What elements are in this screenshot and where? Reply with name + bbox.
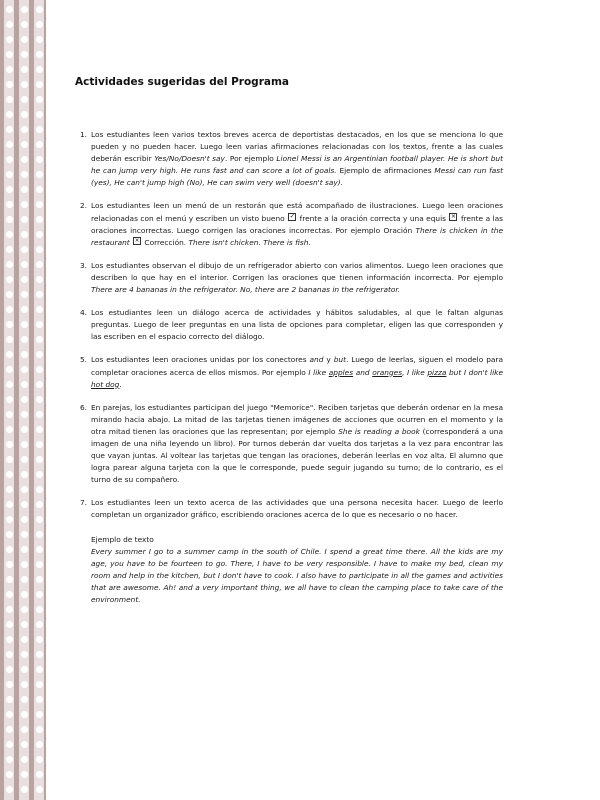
item-text: Ejemplo de afirmaciones bbox=[336, 166, 435, 176]
cross-box-icon bbox=[133, 237, 141, 245]
example-label: Ejemplo de texto bbox=[91, 534, 154, 544]
item-text: (corresponderá a una imagen de una niña leyendo un libro). Por turnos deberán dar vuelta dos tarjetas a la vez para encontrar las que vayan juntas. Al voltear las tarjetas que tengan las oraciones, deberán leerlas en voz alta. El alumno que logra parear alguna tarjeta con la que le corresponde, puede seguir jugando su turno; de lo contrario, es el turno de su compañero. bbox=[91, 426, 503, 485]
list-item bbox=[75, 402, 503, 487]
item-italic: There isn't chicken. There is fish. bbox=[188, 237, 311, 247]
list-item bbox=[75, 200, 503, 248]
item-underlined: pizza bbox=[427, 367, 447, 377]
document-body bbox=[75, 76, 503, 617]
item-italic: but bbox=[333, 355, 346, 365]
list-item bbox=[75, 497, 503, 606]
item-number: 3. bbox=[79, 260, 87, 270]
page-title: Actividades sugeridas del Programa bbox=[75, 76, 289, 88]
item-number: 7. bbox=[79, 498, 87, 508]
item-italic: There is chicken in the restaurant bbox=[91, 225, 504, 247]
item-text: . Luego de leerlas, siguen el modelo para completar oraciones acerca de ellos mismos. Por ejemplo bbox=[91, 355, 503, 377]
item-italic: She is reading a book bbox=[338, 426, 420, 436]
item-italic: , I like bbox=[402, 367, 428, 377]
check-box-icon bbox=[288, 213, 296, 221]
list-item bbox=[75, 354, 503, 390]
item-text: Los estudiantes leen oraciones unidas por los conectores bbox=[91, 355, 310, 365]
decorative-side-strip bbox=[0, 0, 46, 800]
item-text: Los estudiantes leen un texto acerca de las actividades que una persona necesita hacer. Luego de leerlo completan un organizador gráfico, escribiendo oraciones acerca de lo que es necesario o no hacer. bbox=[91, 498, 503, 520]
item-text: En parejas, los estudiantes participan del juego "Memorice". Reciben tarjetas que deberán ordenar en la mesa mirando hacia abajo. La mitad de las tarjetas tienen imágenes de acciones que ocurren en el momento y la otra mitad tienen las oraciones que las representan; por ejemplo bbox=[91, 402, 503, 436]
item-text: Los estudiantes observan el dibujo de un refrigerador abierto con varios alimentos. Luego leen oraciones que describen lo que hay en el interior. Corrigen las oraciones que tienen información incorrecta. Por ejemplo bbox=[91, 260, 503, 282]
list-item bbox=[75, 260, 503, 296]
item-italic: Lionel Messi is an Argentinian football player. He is short but he can jump very high. He runs fast and can score a lot of goals. bbox=[91, 154, 504, 176]
cross-box-icon bbox=[449, 213, 457, 221]
item-underlined: hot dog bbox=[91, 379, 120, 389]
list-item bbox=[75, 129, 503, 189]
item-number: 6. bbox=[79, 402, 87, 412]
item-italic: Yes/No/Doesn't say bbox=[154, 154, 225, 164]
item-text: y bbox=[323, 355, 334, 365]
item-text: . bbox=[119, 379, 122, 389]
item-number: 4. bbox=[79, 308, 87, 318]
list-item bbox=[75, 307, 503, 343]
item-text: . Por ejemplo bbox=[224, 154, 277, 164]
item-number: 1. bbox=[79, 130, 87, 139]
item-text: Los estudiantes leen un menú de un restorán que está acompañado de ilustraciones. Luego leen oraciones relacionadas con el menú y escriben un visto bueno bbox=[91, 201, 503, 223]
example-text: Every summer I go to a summer camp in the south of Chile. I spend a great time there. All the kids are my age, you have to be fourteen to go. There, I have to be very responsible. I have to make my bed, clean my room and help in the kitchen, but I don't have to cook. I also have to participate in all the games and activities that are awesome. Ah! and a very important thing, we all have to clean the camping place to take care of the environment. bbox=[91, 546, 503, 604]
item-text: Los estudiantes leen un diálogo acerca de actividades y hábitos saludables, al que le faltan algunas preguntas. Luego de leer preguntas en una lista de opciones para completar, eligen las que corresponden y las escriben en el espacio correcto del diálogo. bbox=[91, 308, 503, 342]
item-italic: Messi can run fast (yes), He can't jump high (No), He can swim very well (doesn't say). bbox=[91, 166, 503, 188]
item-text: frente a la oración correcta y una equis bbox=[297, 213, 449, 223]
item-italic: I like bbox=[308, 367, 329, 377]
item-italic: and bbox=[309, 355, 324, 365]
item-italic: There are 4 bananas in the refrigerator. No, there are 2 bananas in the refrigerator. bbox=[91, 285, 401, 295]
item-text: frente a las oraciones incorrectas. Luego corrigen las oraciones incorrectas. Por ejemplo Oración bbox=[91, 213, 503, 235]
item-text: Los estudiantes leen varios textos breves acerca de deportistas destacados, en los que se menciona lo que pueden y no pueden hacer. Luego leen varias afirmaciones relacionadas con los textos, frente a las cuales deberán escribir bbox=[91, 130, 503, 164]
item-italic: but I don't like bbox=[446, 367, 503, 377]
item-number: 2. bbox=[79, 201, 87, 211]
item-italic: and bbox=[353, 367, 373, 377]
item-text: Corrección. bbox=[142, 237, 189, 247]
item-underlined: apples bbox=[328, 367, 354, 377]
item-underlined: oranges bbox=[372, 367, 403, 377]
activity-list bbox=[75, 129, 503, 606]
item-number: 5. bbox=[79, 355, 87, 365]
